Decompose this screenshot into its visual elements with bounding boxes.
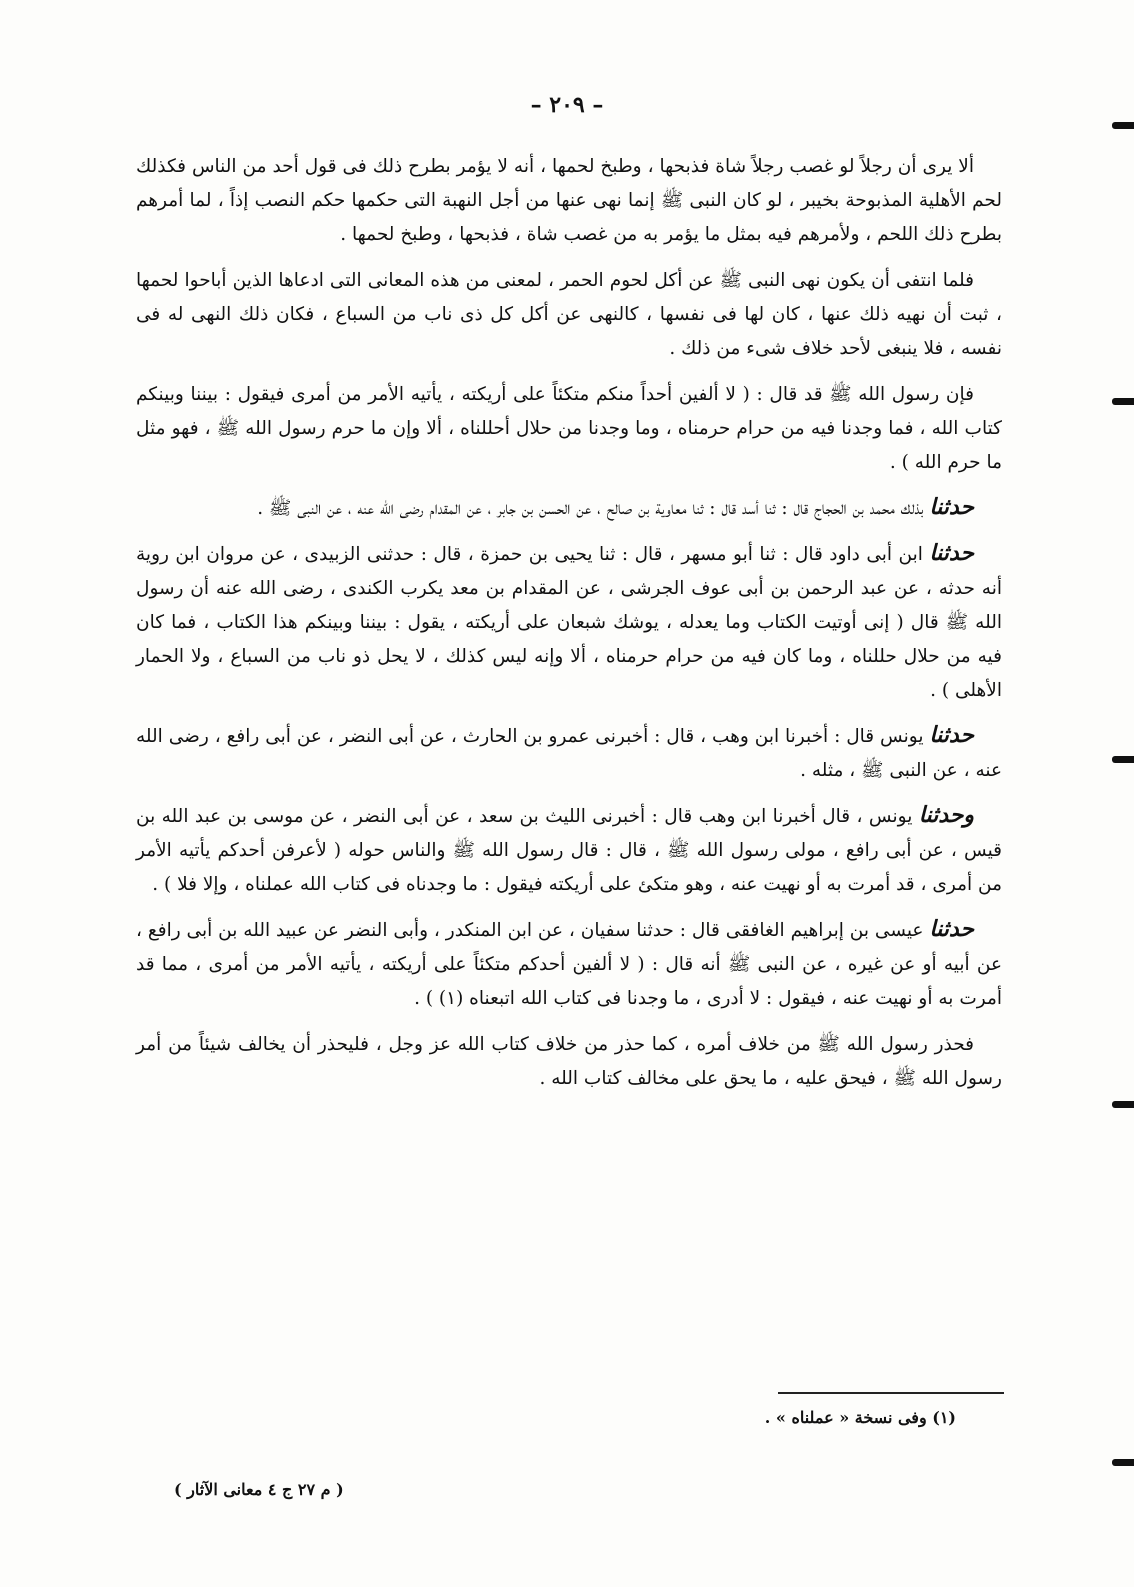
- paragraph-text: ابن أبى داود قال : ثنا أبو مسهر ، قال : ثنا يحيى بن حمزة ، قال : حدثنى الزبيدى ، عن مروان ابن روية أنه حدثه ، عن عبد الرحمن بن أبى عوف الجرشى ، عن المقدام بن معد يكرب الكندى ، رضى الله عنه أن رسول الله ﷺ قال ( إنى أوتيت الكتاب وما يعدله ، يوشك شبعان على أريكته ، يقول : بيننا وبينكم هذا الكتاب ، فما كان فيه من حلال حللناه ، وما كان فيه من حرام حرمناه ، ألا وإنه ليس كذلك ، لا يحل ذو ناب من السباع ، ولا الحمار الأهلى ) .: [136, 544, 1002, 701]
- page-number: – ٢٠٩ –: [530, 92, 604, 118]
- paragraph-text: فلما انتفى أن يكون نهى النبى ﷺ عن أكل لحوم الحمر ، لمعنى من هذه المعانى التى ادعاها الذين أباحوا لحمها ، ثبت أن نهيه ذلك عنها ، كان لها فى نفسها ، كالنهى عن أكل كل ذى ناب من السباع ، فكان ذلك النهى له فى نفسه ، فلا ينبغى لأحد خلاف شىء من ذلك .: [136, 270, 1002, 359]
- paragraph: [136, 798, 1002, 902]
- paragraph: [136, 718, 1002, 788]
- paragraph-text: فإن رسول الله ﷺ قد قال : ( لا ألفين أحداً منكم متكئاً على أريكته ، يأتيه الأمر من أمرى فيقول : بيننا وبينكم كتاب الله ، فما وجدنا فيه من حرام حرمناه ، وما وجدنا من حلال أحللناه ، ألا وإن ما حرم رسول الله ﷺ ، فهو مثل ما حرم الله ) .: [136, 384, 1002, 473]
- edge-mark: [1112, 122, 1134, 129]
- paragraph-lead: حدثنا: [929, 494, 974, 520]
- paragraph-lead: وحدثنا: [918, 802, 974, 828]
- paragraph-text: ألا يرى أن رجلاً لو غصب رجلاً شاة فذبحها ، وطبخ لحمها ، أنه لا يؤمر بطرح ذلك فى قول أحد من الناس فكذلك لحم الأهلية المذبوحة بخيبر ، لو كان النبى ﷺ إنما نهى عنها من أجل النهبة التى حكمها حكم النصب إذاً ، لما أمرهم بطرح ذلك اللحم ، ولأمرهم فيه بمثل ما يؤمر به من غصب شاة ، فذبحها ، وطبخ لحمها .: [136, 156, 1002, 245]
- paragraph: [136, 1026, 1002, 1096]
- paragraph: [136, 536, 1002, 708]
- paragraph-text: يونس ، قال أخبرنا ابن وهب قال : أخبرنى الليث بن سعد ، عن أبى النضر ، عن موسى بن عبد الله بن قيس ، عن أبى رافع ، مولى رسول الله ﷺ ، قال : قال رسول الله ﷺ والناس حوله ( لأعرفن أحدكم يأتيه الأمر من أمرى ، قد أمرت به أو نهيت عنه ، وهو متكئ على أريكته فيقول : ما وجدناه فى كتاب الله عملناه ، وإلا فلا ) .: [136, 806, 1002, 895]
- paragraph-text: يونس قال : أخبرنا ابن وهب ، قال : أخبرنى عمرو بن الحارث ، عن أبى النضر ، عن أبى رافع ، رضى الله عنه ، عن النبى ﷺ ، مثله .: [136, 726, 1002, 781]
- edge-mark: [1112, 756, 1134, 763]
- body-text: [136, 148, 1002, 1106]
- paragraph: [136, 148, 1002, 252]
- edge-mark: [1112, 1101, 1134, 1108]
- paragraph-lead: حدثنا: [929, 916, 974, 942]
- footnote-divider: [778, 1392, 1004, 1394]
- paragraph-text: بذلك محمد بن الحجاج قال : ثنا أسد قال : ثنا معاوية بن صالح ، عن الحسن بن جابر ، عن المقدام رضى الله عنه ، عن النبى ﷺ .: [257, 498, 930, 519]
- paragraph-text: عيسى بن إبراهيم الغافقى قال : حدثنا سفيان ، عن ابن المنكدر ، وأبى النضر عن عبيد الله بن أبى رافع ، عن أبيه أو عن غيره ، عن النبى ﷺ أنه قال : ( لا ألفين أحدكم متكئاً على أريكته ، يأتيه الأمر من أمرى ، مما قد أمرت به أو نهيت عنه ، فيقول : لا أدرى ، ما وجدنا فى كتاب الله اتبعناه (١) ) .: [136, 920, 1002, 1009]
- edge-mark: [1112, 398, 1134, 405]
- footnote: (١) وفى نسخة « عملناه » .: [764, 1408, 956, 1427]
- paragraph-lead: حدثنا: [929, 722, 974, 748]
- paragraph: [136, 490, 1002, 526]
- paragraph: [136, 376, 1002, 480]
- edge-mark: [1112, 1459, 1134, 1466]
- signature-mark: ( م ٢٧ ج ٤ معانى الآثار ): [174, 1480, 344, 1499]
- paragraph-text: فحذر رسول الله ﷺ من خلاف أمره ، كما حذر من خلاف كتاب الله عز وجل ، فليحذر أن يخالف شيئاً من أمر رسول الله ﷺ ، فيحق عليه ، ما يحق على مخالف كتاب الله .: [136, 1034, 1002, 1089]
- paragraph: [136, 262, 1002, 366]
- paragraph: [136, 912, 1002, 1016]
- paragraph-lead: حدثنا: [929, 540, 974, 566]
